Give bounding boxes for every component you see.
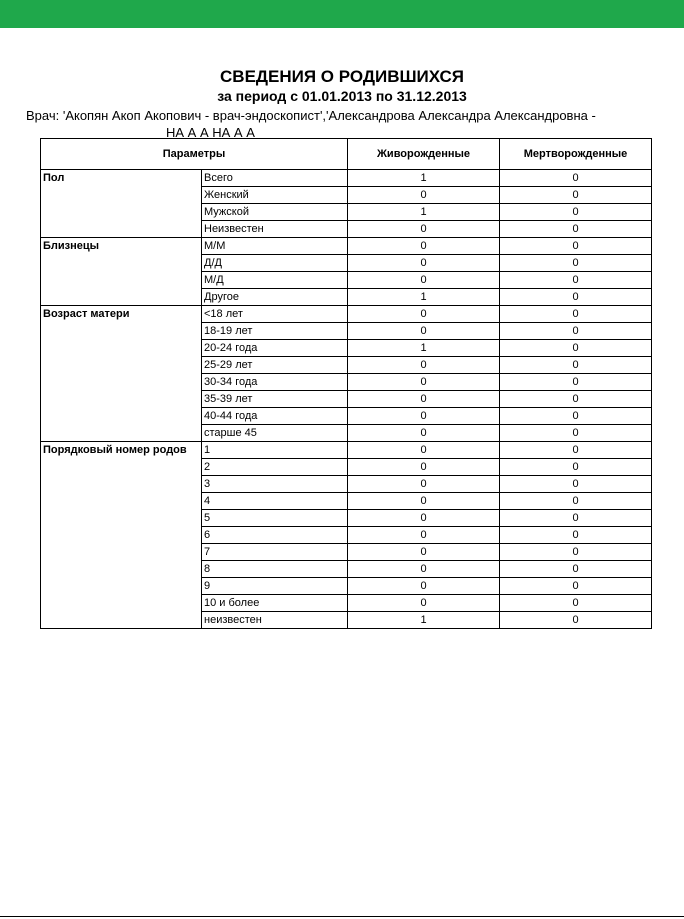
group-name: Близнецы xyxy=(41,238,202,306)
still-count: 0 xyxy=(500,510,652,527)
row-label: 30-34 года xyxy=(202,374,348,391)
live-count: 0 xyxy=(348,544,500,561)
row-label: 9 xyxy=(202,578,348,595)
row-label: Всего xyxy=(202,170,348,187)
row-label: М/Д xyxy=(202,272,348,289)
table-body xyxy=(41,170,652,629)
still-count: 0 xyxy=(500,340,652,357)
table-row xyxy=(41,442,652,459)
live-count: 0 xyxy=(348,459,500,476)
still-count: 0 xyxy=(500,255,652,272)
row-label: 5 xyxy=(202,510,348,527)
still-count: 0 xyxy=(500,289,652,306)
row-label: 18-19 лет xyxy=(202,323,348,340)
live-count: 0 xyxy=(348,272,500,289)
live-count: 0 xyxy=(348,493,500,510)
row-label: 10 и более xyxy=(202,595,348,612)
live-count: 0 xyxy=(348,391,500,408)
still-count: 0 xyxy=(500,476,652,493)
still-count: 0 xyxy=(500,323,652,340)
still-count: 0 xyxy=(500,442,652,459)
live-count: 0 xyxy=(348,510,500,527)
table-row xyxy=(41,238,652,255)
report-period: за период с 01.01.2013 по 31.12.2013 xyxy=(217,88,467,104)
row-label: Женский xyxy=(202,187,348,204)
row-label: 20-24 года xyxy=(202,340,348,357)
header-params: Параметры xyxy=(41,139,348,170)
live-count: 0 xyxy=(348,255,500,272)
table-row xyxy=(41,306,652,323)
row-label: Неизвестен xyxy=(202,221,348,238)
live-count: 0 xyxy=(348,374,500,391)
still-count: 0 xyxy=(500,391,652,408)
live-count: 0 xyxy=(348,578,500,595)
row-label: <18 лет xyxy=(202,306,348,323)
still-count: 0 xyxy=(500,493,652,510)
row-label: Д/Д xyxy=(202,255,348,272)
live-count: 0 xyxy=(348,425,500,442)
live-count: 1 xyxy=(348,340,500,357)
row-label: Мужской xyxy=(202,204,348,221)
still-count: 0 xyxy=(500,306,652,323)
page-bottom-rule xyxy=(0,916,684,917)
live-count: 0 xyxy=(348,527,500,544)
still-count: 0 xyxy=(500,561,652,578)
still-count: 0 xyxy=(500,170,652,187)
still-count: 0 xyxy=(500,187,652,204)
report-title: СВЕДЕНИЯ О РОДИВШИХСЯ xyxy=(220,67,464,86)
row-label: 6 xyxy=(202,527,348,544)
row-label: Другое xyxy=(202,289,348,306)
live-count: 1 xyxy=(348,289,500,306)
live-count: 0 xyxy=(348,357,500,374)
live-count: 0 xyxy=(348,306,500,323)
group-name: Возраст матери xyxy=(41,306,202,442)
row-label: 35-39 лет xyxy=(202,391,348,408)
still-count: 0 xyxy=(500,238,652,255)
header-live: Живорожденные xyxy=(348,139,500,170)
still-count: 0 xyxy=(500,272,652,289)
live-count: 1 xyxy=(348,204,500,221)
live-count: 0 xyxy=(348,561,500,578)
still-count: 0 xyxy=(500,204,652,221)
still-count: 0 xyxy=(500,459,652,476)
live-count: 0 xyxy=(348,238,500,255)
still-count: 0 xyxy=(500,374,652,391)
live-count: 0 xyxy=(348,442,500,459)
row-label: 4 xyxy=(202,493,348,510)
births-table xyxy=(40,138,652,629)
live-count: 1 xyxy=(348,170,500,187)
row-label: 25-29 лет xyxy=(202,357,348,374)
still-count: 0 xyxy=(500,357,652,374)
row-label: 1 xyxy=(202,442,348,459)
group-name: Пол xyxy=(41,170,202,238)
live-count: 0 xyxy=(348,595,500,612)
row-label: неизвестен xyxy=(202,612,348,629)
still-count: 0 xyxy=(500,595,652,612)
row-label: 40-44 года xyxy=(202,408,348,425)
row-label: М/М xyxy=(202,238,348,255)
top-accent-bar xyxy=(0,0,684,28)
live-count: 1 xyxy=(348,612,500,629)
row-label: старше 45 xyxy=(202,425,348,442)
header-still: Мертворожденные xyxy=(500,139,652,170)
row-label: 8 xyxy=(202,561,348,578)
still-count: 0 xyxy=(500,527,652,544)
still-count: 0 xyxy=(500,544,652,561)
table-row xyxy=(41,170,652,187)
still-count: 0 xyxy=(500,612,652,629)
row-label: 2 xyxy=(202,459,348,476)
still-count: 0 xyxy=(500,425,652,442)
live-count: 0 xyxy=(348,408,500,425)
live-count: 0 xyxy=(348,187,500,204)
row-label: 7 xyxy=(202,544,348,561)
doctor-text-cut: НА А А НА А А xyxy=(166,125,255,140)
live-count: 0 xyxy=(348,221,500,238)
live-count: 0 xyxy=(348,476,500,493)
still-count: 0 xyxy=(500,408,652,425)
live-count: 0 xyxy=(348,323,500,340)
still-count: 0 xyxy=(500,578,652,595)
doctor-text: Врач: 'Акопян Акоп Акопович - врач-эндоскопист','Александрова Александра Александровна - xyxy=(26,108,596,123)
group-name: Порядковый номер родов xyxy=(41,442,202,629)
table-header-row xyxy=(41,139,652,170)
still-count: 0 xyxy=(500,221,652,238)
row-label: 3 xyxy=(202,476,348,493)
doctor-line xyxy=(26,107,666,140)
